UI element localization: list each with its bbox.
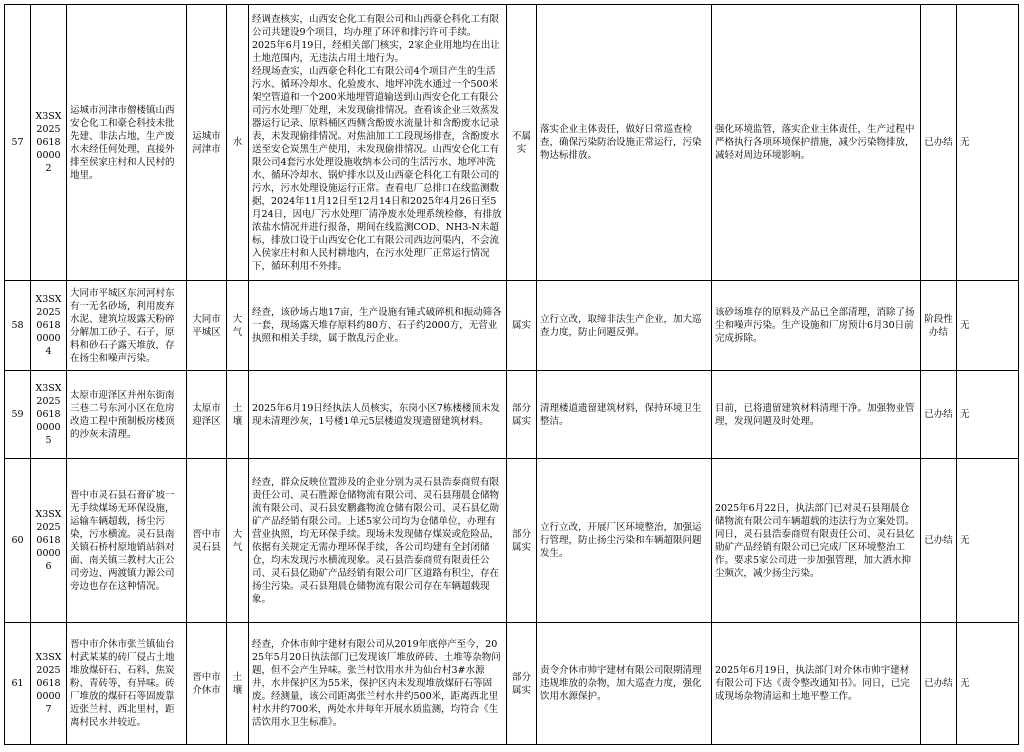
row-verdict: 部分属实: [507, 459, 537, 623]
row-index: 60: [5, 459, 31, 623]
row-findings: 经查，介休市帅宇建材有限公司从2019年底停产至今，2025年5月20日执法部门已发现该厂堆放碎砖、土堆等杂物问题，但不会产生异味。张兰村饮用水井为仙台村3#水源井，水井保护区为55米，保护区内未发现堆放煤矸石等固废。经测量，该公司距离张兰村水井约500米，距离西北里村水井约700米，两处水井每年开展水质监测，均符合《生活饮用水卫生标准》。: [249, 623, 507, 745]
row-accountability: 无: [957, 623, 1019, 745]
row-verdict: 属实: [507, 281, 537, 371]
row-verdict: 不属实: [507, 5, 537, 281]
row-area: 晋中市灵石县: [187, 459, 227, 623]
row-issue: 太原市迎泽区并州东街南三巷二号东河小区在危房改造工程中预制板房楼顶的沙灰未清理。: [67, 371, 187, 459]
table-row: [5, 5, 1019, 281]
row-index: 61: [5, 623, 31, 745]
row-area: 运城市河津市: [187, 5, 227, 281]
row-measures: 立行立改，取缔非法生产企业，加大巡查力度，防止问题反弹。: [537, 281, 712, 371]
table-row: [5, 281, 1019, 371]
row-type: 大气: [227, 281, 249, 371]
row-code: X3SX2025061800005: [31, 371, 67, 459]
row-findings: 经调查核实，山西安仑化工有限公司和山西豪仑科化工有限公司共建设9个项目，均办理了环评和排污许可手续。 2025年6月19日，经相关部门核实，2家企业用地均在出让土地范围内，无违法占用土地行为。 经现场查实，山西豪仑科化工有限公司4个项目产生的生活污水、循环冷却水、化验废水、地坪冲洗水通过一个500米架空管道和一个200米地埋管道输送到山西安仑化工有限公司污水处理厂处理，未发现偷排情况。查看该企业三效蒸发器运行记录、原料桶区西侧含酚废水流量计和含酚废水记录表，未发现偷排情况。对焦油加工工段现场排查，含酚废水送至安仑炭黑生产使用，未发现偷排情况。山西安仑化工有限公司4套污水处理设施收纳本公司的生活污水、地坪冲洗水、循环冷却水、锅炉排水以及山西豪仑科化工有限公司的污水，污水处理设施运行正常。查看电厂总排口在线监测数据，2024年11月12日至12月14日和2025年4月26日至5月24日，因电厂污水处理厂清净废水处理系统检修，有排放浓盐水情况并进行报备，期间在线监测COD、NH3-N未超标，排放口设于山西安仑化工有限公司西边河渠内，不会流入侯家庄村和人民村耕地内，在污水处理厂正常运行情况下，循环利用不外排。: [249, 5, 507, 281]
row-result: 目前，已将遗留建筑材料清理干净。加强物业管理，发现问题及时处理。: [712, 371, 921, 459]
row-code: X3SX2025061800006: [31, 459, 67, 623]
row-code: X3SX2025061800004: [31, 281, 67, 371]
row-measures: 责令介休市帅宇建材有限公司限期清理违规堆放的杂物，加大巡查力度，强化饮用水源保护。: [537, 623, 712, 745]
row-status: 已办结: [921, 459, 957, 623]
row-findings: 经查，群众反映位置涉及的企业分别为灵石县浩泰商贸有限责任公司、灵石胜源仓储物流有限公司、灵石县翔晨仓储物流有限公司、灵石县安鹏鑫物流仓储有限公司、灵石县亿勋矿产品经销有限公司。上述5家公司均为仓储单位，办理有营业执照，均无环保手续。现场未发现储存煤炭或危险品，依据有关规定无需办理环保手续，各公司均建有全封闭储仓，均未发现污水横流现象。灵石县浩泰商贸有限责任公司、灵石县亿勋矿产品经销有限公司厂区道路有积尘，存在扬尘污染。灵石县翔晨仓储物流有限公司存在车辆超载现象。: [249, 459, 507, 623]
row-result: 强化环境监管，落实企业主体责任，生产过程中严格执行各项环境保护措施，减少污染物排放，减轻对周边环境影响。: [712, 5, 921, 281]
row-index: 57: [5, 5, 31, 281]
row-verdict: 部分属实: [507, 623, 537, 745]
row-findings: 经查，该砂场占地17亩，生产设施有锤式破碎机和振动筛各一套，现场露天堆存原料约80方、石子约2000方，无营业执照和相关手续，属于散乱污企业。: [249, 281, 507, 371]
row-measures: 清理楼道遗留建筑材料，保持环境卫生整洁。: [537, 371, 712, 459]
row-accountability: 无: [957, 459, 1019, 623]
table-row: [5, 371, 1019, 459]
row-index: 59: [5, 371, 31, 459]
row-area: 太原市迎泽区: [187, 371, 227, 459]
row-type: 土壤: [227, 623, 249, 745]
row-status: 阶段性办结: [921, 281, 957, 371]
row-measures: 落实企业主体责任，做好日常巡查检查，确保污染防治设施正常运行，污染物达标排放。: [537, 5, 712, 281]
row-type: 水: [227, 5, 249, 281]
row-result: 该砂场堆存的原料及产品已全部清理，消除了扬尘和噪声污染。生产设施和厂房预计6月30日前完成拆除。: [712, 281, 921, 371]
row-index: 58: [5, 281, 31, 371]
row-findings: 2025年6月19日经执法人员核实，东岗小区7栋楼楼顶未发现未清理沙灰，1号楼1单元5层楼道发现遗留建筑材料。: [249, 371, 507, 459]
row-issue: 大同市平城区东河河村东有一无名砂场，利用废弃水泥、建筑垃圾露天粉碎分解加工砂子、石子，原料和砂石子露天堆放，存在扬尘和噪声污染。: [67, 281, 187, 371]
row-accountability: 无: [957, 371, 1019, 459]
row-result: 2025年6月19日，执法部门对介休市帅宇建材有限公司下达《责令整改通知书》。同日，已完成现场杂物清运和土地平整工作。: [712, 623, 921, 745]
row-measures: 立行立改，开展厂区环境整治，加强运行管理，防止扬尘污染和车辆超限问题发生。: [537, 459, 712, 623]
row-accountability: 无: [957, 281, 1019, 371]
row-area: 晋中市介休市: [187, 623, 227, 745]
row-issue: 晋中市灵石县石膏矿坡一无手续煤场无环保设施，运输车辆超载，扬尘污染，污水横流。灵石县南关镇石桥村原地销站斜对面、南关镇三教村大正公司旁边、两渡镇力源公司旁边也存在这种情况。: [67, 459, 187, 623]
row-code: X3SX2025061800007: [31, 623, 67, 745]
row-type: 土壤: [227, 371, 249, 459]
row-type: 大气: [227, 459, 249, 623]
complaint-table: [4, 4, 1019, 745]
table-row: [5, 623, 1019, 745]
row-issue: 运城市河津市僧楼镇山西安仑化工和豪仑科技未批先建、非法占地，生产废水未经任何处理，直接外排至侯家庄村和人民村的地里。: [67, 5, 187, 281]
row-verdict: 部分属实: [507, 371, 537, 459]
row-area: 大同市平城区: [187, 281, 227, 371]
row-issue: 晋中市介休市张兰镇仙台村武某某的砖厂侵占土地堆放煤矸石、石料、焦炭粉、青砖等，有异味。砖厂堆放的煤矸石等固废靠近张兰村、西北里村，距离村民水井较近。: [67, 623, 187, 745]
row-result: 2025年6月22日，执法部门已对灵石县翔晨仓储物流有限公司车辆超载的违法行为立案处罚。同日，灵石县浩泰商贸有限责任公司、灵石县亿勋矿产品经销有限公司已完成厂区环境整治工作。要求5家公司进一步加强管理，加大洒水抑尘频次，减少扬尘污染。: [712, 459, 921, 623]
row-code: X3SX2025061800002: [31, 5, 67, 281]
row-status: 已办结: [921, 371, 957, 459]
row-accountability: 无: [957, 5, 1019, 281]
row-status: 已办结: [921, 623, 957, 745]
row-status: 已办结: [921, 5, 957, 281]
table-row: [5, 459, 1019, 623]
